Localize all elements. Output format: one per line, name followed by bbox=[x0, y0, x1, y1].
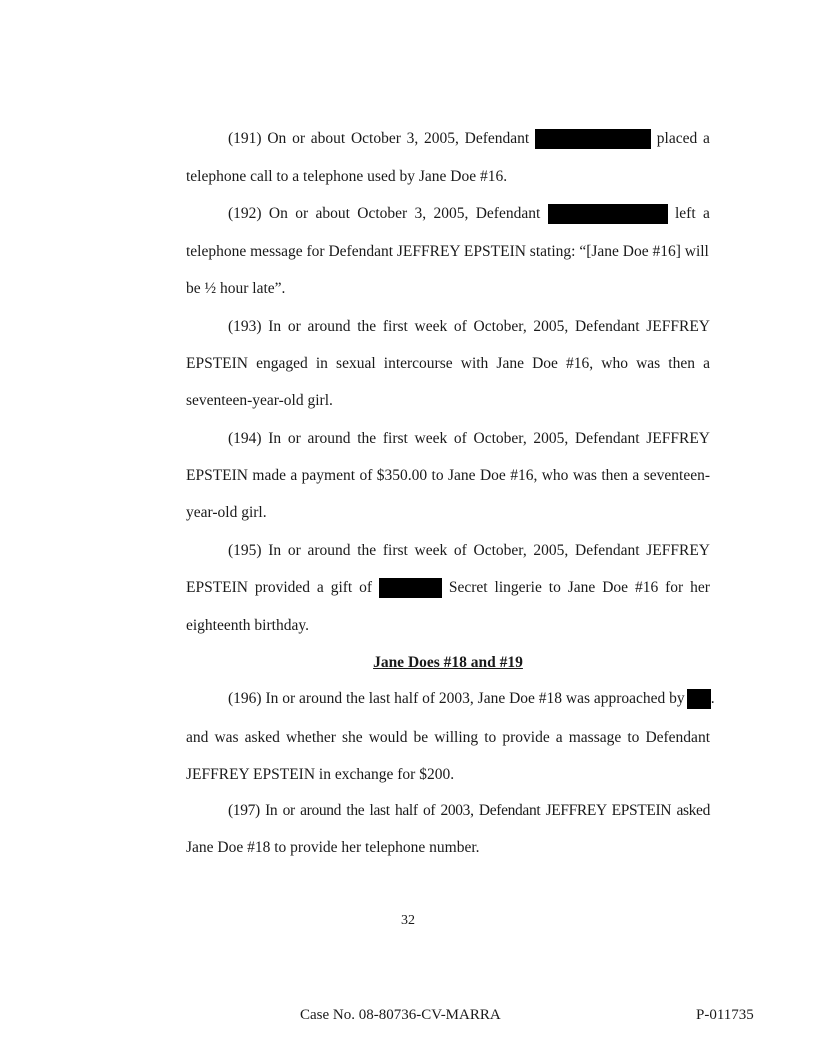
paragraph-196-text: (196) In or around the last half of 2003, Jane Doe #18 was approached by bbox=[228, 690, 685, 707]
word: a bbox=[702, 205, 710, 222]
word: (192) bbox=[228, 205, 262, 222]
redaction-box bbox=[687, 689, 711, 709]
paragraph-197-line-1: (197) In or around the last half of 2003, Defendant JEFFREY EPSTEIN asked bbox=[228, 802, 710, 819]
word: or bbox=[295, 205, 309, 222]
paragraph-191-line-2: telephone call to a telephone used by Jane Doe #16. bbox=[186, 168, 508, 185]
section-heading: Jane Does #18 and #19 bbox=[373, 654, 523, 671]
word: placed bbox=[656, 130, 698, 147]
redaction-box bbox=[535, 129, 651, 149]
word: to bbox=[548, 579, 561, 596]
word: about bbox=[310, 130, 346, 147]
word: of bbox=[359, 579, 373, 596]
word: October bbox=[350, 130, 401, 147]
word: Doe bbox=[602, 579, 629, 596]
word: #16 bbox=[634, 579, 659, 596]
paragraph-193-line-3: seventeen-year-old girl. bbox=[186, 392, 333, 409]
word: On bbox=[268, 205, 288, 222]
word: lingerie bbox=[494, 579, 542, 596]
word: about bbox=[315, 205, 350, 222]
period: . bbox=[710, 690, 715, 707]
word: On bbox=[267, 130, 287, 147]
word: (191) bbox=[228, 130, 262, 147]
paragraph-195-line-1: (195) In or around the first week of October, 2005, Defendant JEFFREY bbox=[228, 542, 710, 559]
redaction-box bbox=[379, 578, 442, 598]
paragraph-193-line-1: (193) In or around the first week of October, 2005, Defendant JEFFREY bbox=[228, 318, 710, 335]
paragraph-192-line-2: telephone message for Defendant JEFFREY EPSTEIN stating: “[Jane Doe #16] will bbox=[186, 243, 709, 260]
word: Jane bbox=[567, 579, 596, 596]
paragraph-196-line-2: and was asked whether she would be willing to provide a massage to Defendant bbox=[186, 729, 710, 746]
paragraph-194-line-2: EPSTEIN made a payment of $350.00 to Jane Doe #16, who was then a seventeen- bbox=[186, 467, 710, 484]
paragraph-196-line-1 bbox=[228, 689, 715, 709]
paragraph-195-line-2 bbox=[186, 578, 710, 598]
redaction-box bbox=[548, 204, 668, 224]
paragraph-193-line-2: EPSTEIN engaged in sexual intercourse with Jane Doe #16, who was then a bbox=[186, 355, 710, 372]
paragraph-194-line-3: year-old girl. bbox=[186, 504, 267, 521]
word: left bbox=[674, 205, 696, 222]
page-number: 32 bbox=[401, 913, 415, 928]
word: 3, bbox=[414, 205, 427, 222]
word: 2005, bbox=[433, 205, 469, 222]
paragraph-191-line-1 bbox=[228, 129, 710, 149]
word: Secret bbox=[448, 579, 488, 596]
paragraph-197-line-2: Jane Doe #18 to provide her telephone number. bbox=[186, 839, 480, 856]
paragraph-194-line-1: (194) In or around the first week of October, 2005, Defendant JEFFREY bbox=[228, 430, 710, 447]
word: Defendant bbox=[464, 130, 530, 147]
word: EPSTEIN bbox=[186, 579, 248, 596]
word: gift bbox=[330, 579, 353, 596]
word: her bbox=[690, 579, 710, 596]
paragraph-192-line-1 bbox=[228, 204, 710, 224]
word: a bbox=[316, 579, 324, 596]
word: provided bbox=[254, 579, 311, 596]
word: a bbox=[702, 130, 710, 147]
paragraph-192-line-3: be ½ hour late”. bbox=[186, 280, 286, 297]
word: or bbox=[292, 130, 305, 147]
word: for bbox=[665, 579, 684, 596]
bates-number: P-011735 bbox=[696, 1007, 754, 1023]
paragraph-196-line-3: JEFFREY EPSTEIN in exchange for $200. bbox=[186, 766, 455, 783]
word: Defendant bbox=[475, 205, 541, 222]
word: October bbox=[357, 205, 408, 222]
case-number: Case No. 08-80736-CV-MARRA bbox=[300, 1007, 501, 1023]
word: 3, bbox=[406, 130, 419, 147]
word: 2005, bbox=[424, 130, 459, 147]
paragraph-195-line-3: eighteenth birthday. bbox=[186, 617, 309, 634]
